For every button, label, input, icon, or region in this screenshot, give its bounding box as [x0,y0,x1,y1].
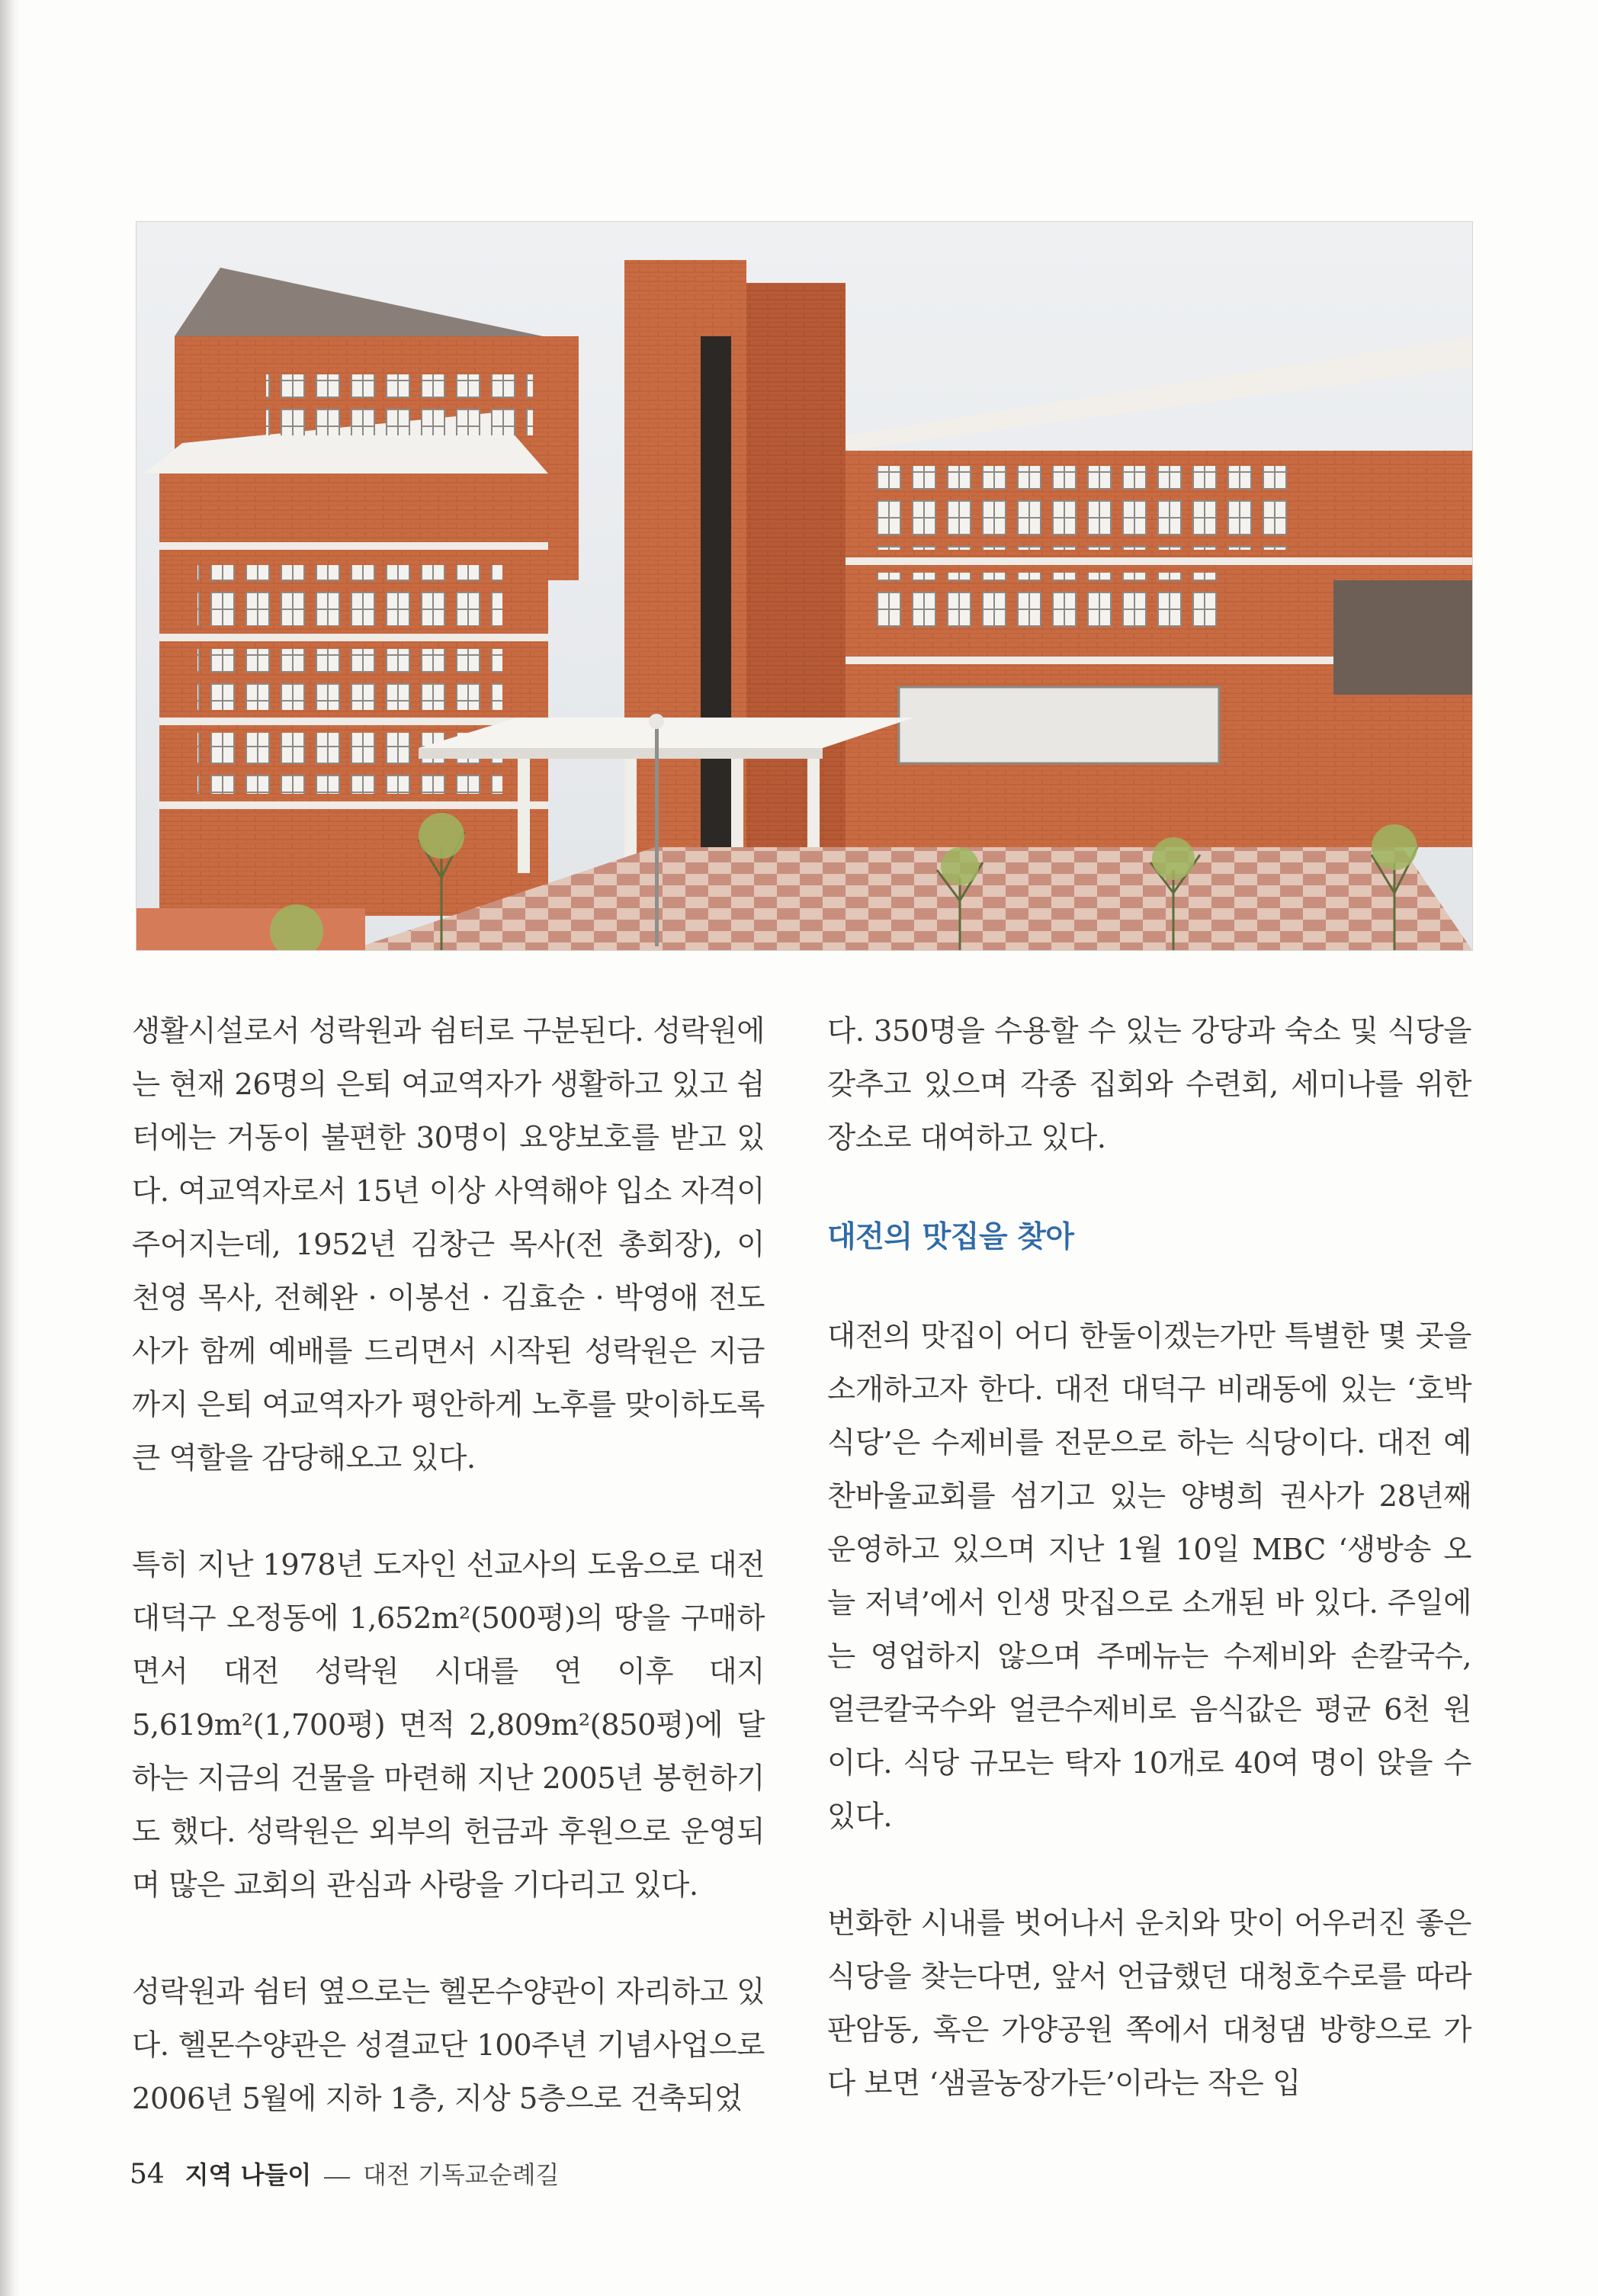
left-paragraph-2: 특히 지난 1978년 도자인 선교사의 도움으로 대전 대덕구 오정동에 1,652m²(500평)의 땅을 구매하면서 대전 성락원 시대를 연 이후 대지 5,619m²(1,700평) 면적 2,809m²(850평)에 달하는 지금의 건물을 마련해 지난 2005년 봉헌하기도 했다. 성락원은 외부의 헌금과 후원으로 운영되며 많은 교회의 관심과 사랑을 기다리고 있다. [132,1548,765,1903]
left-column [132,1005,765,2126]
page-footer [130,2160,559,2190]
footer-separator [324,2177,350,2179]
right-intro-paragraph: 다. 350명을 수용할 수 있는 강당과 숙소 및 식당을 갖추고 있으며 각종 집회와 수련회, 세미나를 위한 장소로 대여하고 있다. [827,1014,1471,1155]
footer-section-title: 지역 나들이 [185,2160,312,2189]
paragraph-gap [827,1844,1471,1897]
page-number: 54 [130,2159,165,2190]
left-paragraph-1: 생활시설로서 성락원과 쉼터로 구분된다. 성락원에는 현재 26명의 은퇴 여교역자가 생활하고 있고 쉼터에는 거동이 불편한 30명이 요양보호를 받고 있다. 여교역자로서 15년 이상 사역해야 입소 자격이 주어지는데, 1952년 김창근 목사(전 총회장), 이천영 목사, 전혜완 · 이봉선 · 김효순 · 박영애 전도사가 함께 예배를 드리면서 시작된 성락원은 지금까지 은퇴 여교역자가 평안하게 노후를 맞이하도록 큰 역할을 감당해오고 있다. [132,1014,765,1476]
building-photo [136,221,1473,951]
paragraph-gap [132,1485,765,1539]
footer-subsection-title: 대전 기독교순례길 [362,2160,560,2189]
binding-shadow [0,0,20,2296]
right-column [827,1005,1471,2111]
right-paragraph-1: 대전의 맛집이 어디 한둘이겠는가만 특별한 몇 곳을 소개하고자 한다. 대전 대덕구 비래동에 있는 ‘호박식당’은 수제비를 전문으로 하는 식당이다. 대전 예찬바울교회를 섬기고 있는 양병희 권사가 28년째 운영하고 있으며 지난 1월 10일 MBC ‘생방송 오늘 저녁’에서 인생 맛집으로 소개된 바 있다. 주일에는 영업하지 않으며 주메뉴는 수제비와 손칼국수, 얼큰칼국수와 얼큰수제비로 음식값은 평균 6천 원이다. 식당 규모는 탁자 10개로 40여 명이 앉을 수 있다. [827,1319,1471,1834]
building-illustration [136,222,1472,950]
paragraph-gap [827,1264,1471,1310]
right-paragraph-2: 번화한 시내를 벗어나서 운치와 맛이 어우러진 좋은 식당을 찾는다면, 앞서 언급했던 대청호수로를 따라 판암동, 혹은 가양공원 쪽에서 대청댐 방향으로 가다 보면 ‘샘골농장가든’이라는 작은 입 [827,1906,1471,2101]
paragraph-gap [827,1165,1471,1211]
section-heading: 대전의 맛집을 찾아 [827,1220,1074,1254]
left-paragraph-3: 성락원과 쉼터 옆으로는 헬몬수양관이 자리하고 있다. 헬몬수양관은 성결교단 100주년 기념사업으로 2006년 5월에 지하 1층, 지상 5층으로 건축되었 [132,1975,765,2116]
paragraph-gap [132,1912,765,1966]
